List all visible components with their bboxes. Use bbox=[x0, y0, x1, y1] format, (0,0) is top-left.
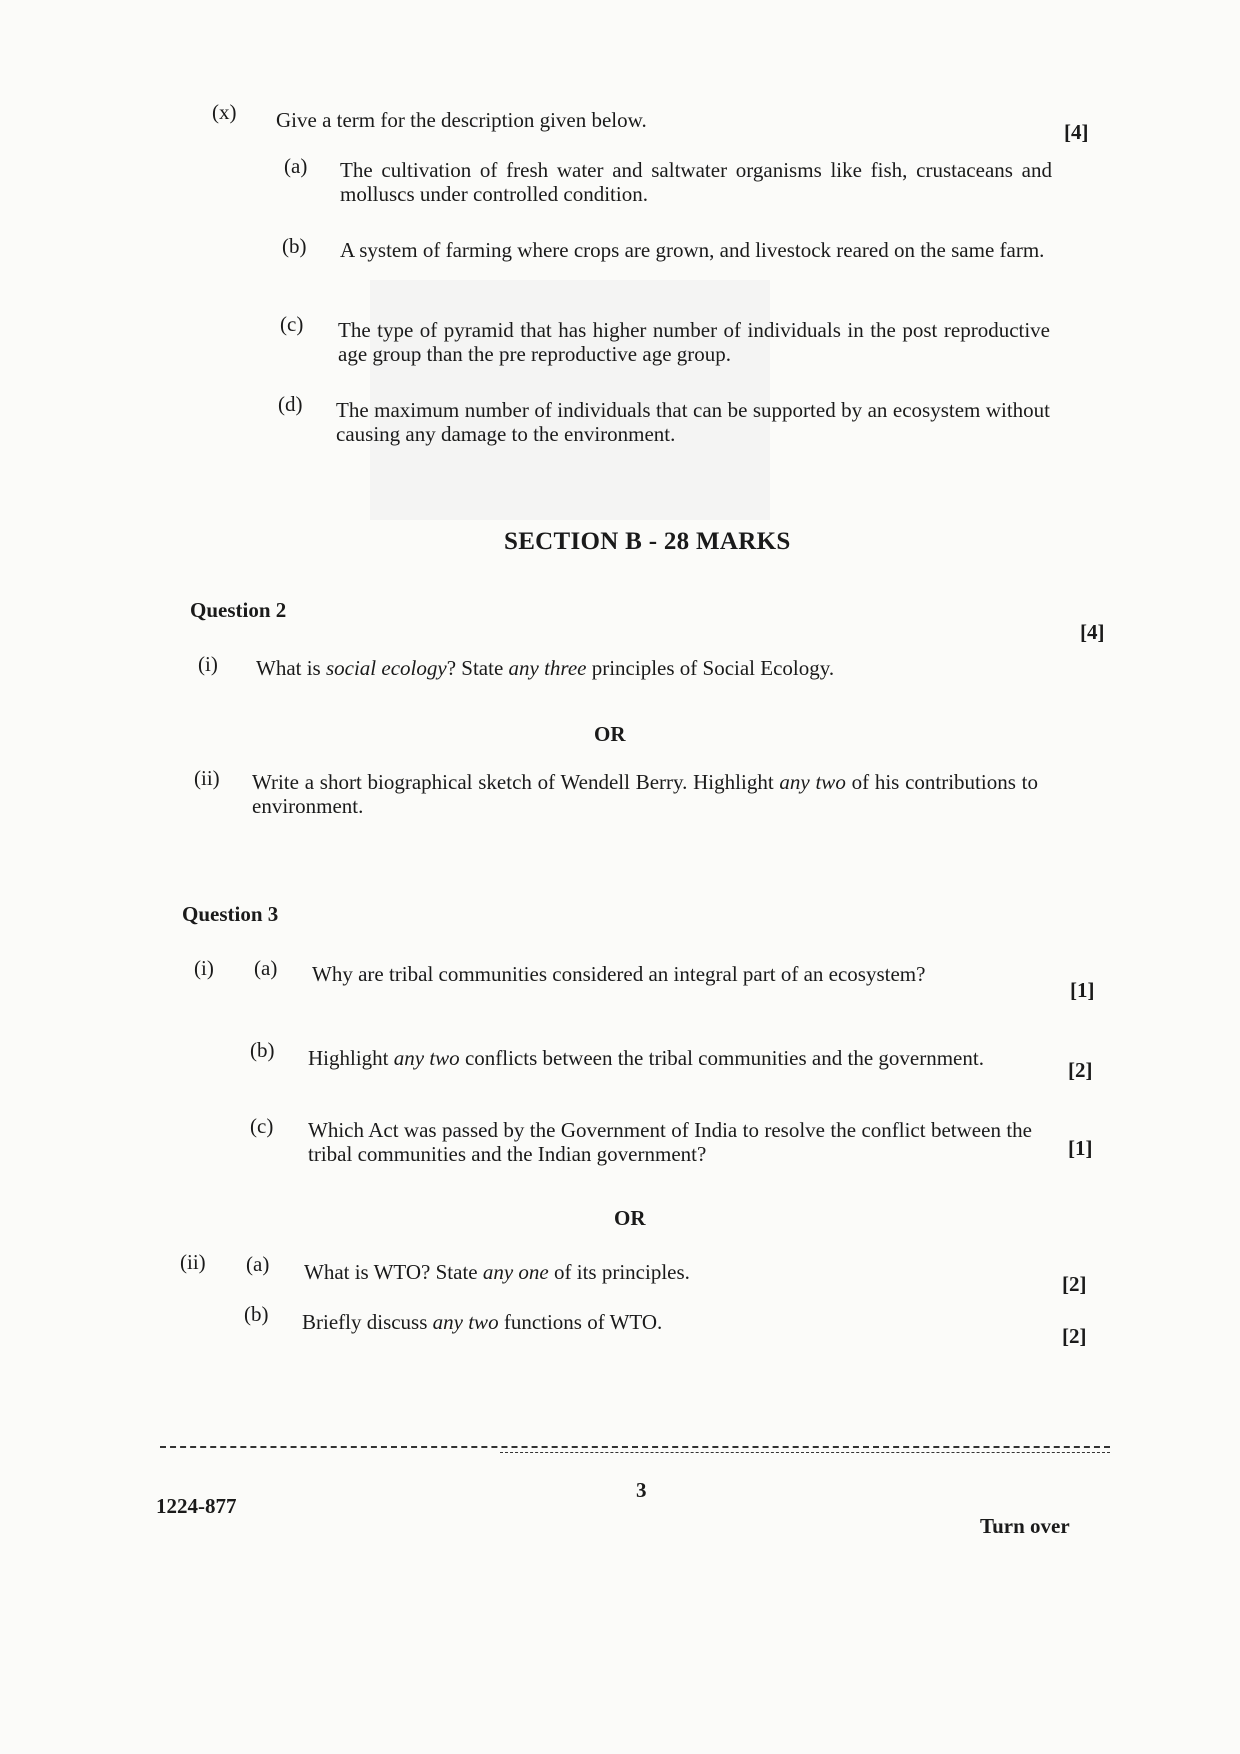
q1x-c-text: The type of pyramid that has higher number of individuals in the post reproductive age group than the pre reproductive age group. bbox=[338, 318, 1050, 366]
q3-b-text: Highlight any two conflicts between the tribal communities and the government. bbox=[308, 1046, 984, 1070]
q2-ii-number: (ii) bbox=[194, 766, 220, 790]
paper-code: 1224-877 bbox=[156, 1494, 237, 1518]
q1x-b-text: A system of farming where crops are grown, and livestock reared on the same farm. bbox=[340, 238, 1045, 262]
q1x-prompt: Give a term for the description given below. bbox=[276, 108, 647, 132]
q2-i-text: What is social ecology? State any three principles of Social Ecology. bbox=[256, 656, 835, 680]
q3-b-marks: [2] bbox=[1068, 1058, 1093, 1082]
q3-iia-label: (a) bbox=[246, 1252, 270, 1276]
q1x-d-text: The maximum number of individuals that can be supported by an ecosystem without causing any damage to the environment. bbox=[336, 398, 1050, 446]
page-number: 3 bbox=[636, 1478, 647, 1502]
q2-marks: [4] bbox=[1080, 620, 1105, 644]
q1x-a-text: The cultivation of fresh water and saltwater organisms like fish, crustaceans and molluscs under controlled condition. bbox=[340, 158, 1052, 206]
q1x-d-label: (d) bbox=[278, 392, 303, 416]
q2-title: Question 2 bbox=[190, 598, 287, 622]
q3-iia-text: What is WTO? State any one of its principles. bbox=[304, 1260, 690, 1284]
q3-ii-number: (ii) bbox=[180, 1250, 206, 1274]
q3-b-label: (b) bbox=[250, 1038, 275, 1062]
q3-a-marks: [1] bbox=[1070, 978, 1095, 1002]
q3-iib-text: Briefly discuss any two functions of WTO. bbox=[302, 1310, 663, 1334]
q1x-b-label: (b) bbox=[282, 234, 307, 258]
q3-iia-marks: [2] bbox=[1062, 1272, 1087, 1296]
q3-iib-marks: [2] bbox=[1062, 1324, 1087, 1348]
q2-ii-text: Write a short biographical sketch of Wendell Berry. Highlight any two of his contributions to environment. bbox=[252, 770, 1038, 818]
footer-divider-lower bbox=[500, 1452, 1110, 1453]
q3-title: Question 3 bbox=[182, 902, 279, 926]
q1x-marks: [4] bbox=[1064, 120, 1089, 144]
q1x-number: (x) bbox=[212, 100, 237, 124]
q3-a-label: (a) bbox=[254, 956, 278, 980]
q1x-a-label: (a) bbox=[284, 154, 308, 178]
q2-or: OR bbox=[594, 722, 626, 746]
section-heading: SECTION B - 28 MARKS bbox=[504, 528, 791, 555]
turn-over: Turn over bbox=[980, 1514, 1070, 1538]
q1x-c-label: (c) bbox=[280, 312, 304, 336]
q3-c-label: (c) bbox=[250, 1114, 274, 1138]
q3-a-text: Why are tribal communities considered an integral part of an ecosystem? bbox=[312, 962, 926, 986]
q3-c-text: Which Act was passed by the Government of India to resolve the conflict between the tribal communities and the Indian government? bbox=[308, 1118, 1032, 1166]
q3-c-marks: [1] bbox=[1068, 1136, 1093, 1160]
q2-i-number: (i) bbox=[198, 652, 218, 676]
q3-iib-label: (b) bbox=[244, 1302, 269, 1326]
footer-divider bbox=[160, 1446, 1110, 1448]
q3-or: OR bbox=[614, 1206, 646, 1230]
q3-i-number: (i) bbox=[194, 956, 214, 980]
